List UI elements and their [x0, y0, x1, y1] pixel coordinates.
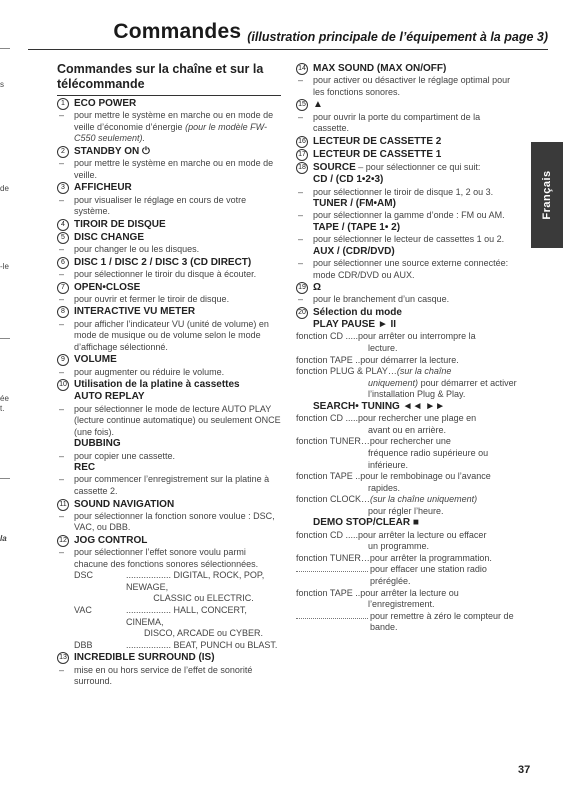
item-label: OPEN•CLOSE: [74, 281, 141, 293]
item-number: 9: [57, 354, 69, 366]
item-label: Sélection du mode: [313, 306, 402, 318]
item-label: JOG CONTROL: [74, 534, 148, 546]
function-row: uniquement) pour démarrer et activer l’installation Plug & Play.: [368, 377, 517, 400]
function-row: fonction TAPE .. pour arrêter la lecture ou: [296, 587, 459, 598]
item-label: AFFICHEUR: [74, 182, 132, 194]
item-number: 1: [57, 98, 69, 110]
item-description: – pour mettre le système en marche ou en mode de veille d’économie d’énergie (pour le modèle FW-C550 seulement).: [59, 110, 274, 144]
item-label: MAX SOUND (MAX ON/OFF): [313, 63, 447, 74]
item-number: 4: [57, 219, 69, 231]
control-item-7: [57, 282, 281, 294]
item-description: – pour changer le ou les disques.: [59, 244, 200, 255]
left-column: [57, 62, 281, 688]
item-description: – pour visualiser le réglage en cours de votre système.: [59, 194, 247, 217]
item-description: – pour sélectionner la gamme d’onde : FM ou AM.: [298, 210, 505, 221]
item-description: – pour activer ou désactiver le réglage optimal pour les fonctions sonores.: [298, 75, 511, 97]
control-item-2: [57, 146, 281, 158]
item-description: – pour sélectionner le tiroir du disque à écouter.: [59, 268, 257, 279]
function-row: fonction TUNER… pour arrêter la programmation.: [296, 552, 492, 563]
function-row: fréquence radio supérieure ou inférieure.: [368, 447, 489, 470]
item-description: – pour sélectionner une source externe connectée: mode CDR/DVD ou AUX.: [298, 257, 509, 280]
sub-label: TUNER / (FM•AM): [313, 198, 396, 210]
control-item-14: [296, 63, 518, 75]
play-pause-label: PLAY PAUSE ► II: [313, 319, 397, 331]
function-row: fonction CD ..... pour arrêter la lecture ou effacer: [296, 529, 487, 540]
item-number: 10: [57, 379, 69, 391]
sub-label: CD / (CD 1•2•3): [313, 174, 384, 186]
function-row: fonction PLUG & PLAY… (sur la chaîne: [296, 366, 452, 377]
control-item-4: [57, 219, 281, 231]
control-item-13: [57, 652, 281, 664]
item-number: 18: [296, 162, 308, 174]
control-item-10: [57, 379, 281, 391]
function-row: pour effacer une station radio préréglée.: [296, 564, 518, 587]
item-label: LECTEUR DE CASSETTE 1: [313, 148, 442, 160]
item-description: – pour sélectionner le lecteur de cassettes 1 ou 2.: [298, 234, 505, 245]
item-label: ECO POWER: [74, 98, 137, 109]
item-description: – pour ouvrir et fermer le tiroir de disque.: [59, 293, 230, 304]
control-item-3: [57, 182, 281, 194]
function-row: fonction TUNER… pour rechercher une: [296, 436, 451, 447]
bleed-rule: [0, 478, 10, 479]
function-row: pour régler l’heure.: [368, 505, 444, 516]
control-item-17: [296, 149, 518, 161]
control-item-16: [296, 136, 518, 148]
function-row: lecture.: [368, 342, 398, 353]
sub-label: AUTO REPLAY: [74, 391, 145, 403]
item-number: 3: [57, 182, 69, 194]
headphones-icon: Ω: [313, 282, 322, 294]
sub-label: DUBBING: [74, 438, 121, 450]
item-description: – mise en ou hors service de l’effet de sonorité surround.: [59, 664, 253, 687]
control-item-8: [57, 306, 281, 318]
item-number: 7: [57, 282, 69, 294]
item-number: 13: [57, 652, 69, 664]
item-label: INCREDIBLE SURROUND (IS): [74, 652, 215, 664]
bleed-text: s: [0, 80, 4, 89]
sound-mode-table: [57, 570, 281, 651]
item-number: 17: [296, 149, 308, 161]
item-description: – pour afficher l’indicateur VU (unité de volume) en mode de musique ou de volume selon le mode d’affichage sélectionné.: [59, 318, 269, 352]
item-description: – pour sélectionner la fonction sonore voulue : DSC, VAC, ou DBB.: [59, 510, 275, 533]
control-item-19: [296, 282, 518, 294]
control-item-12: [57, 535, 281, 547]
page-number: 37: [518, 764, 531, 776]
item-number: 15: [296, 99, 308, 111]
item-label: TIROIR DE DISQUE: [74, 218, 166, 230]
function-row: fonction CD ..... pour arrêter ou interrompre la: [296, 331, 476, 342]
language-tab: [531, 142, 563, 248]
item-number: 6: [57, 257, 69, 269]
item-label: VOLUME: [74, 354, 117, 366]
item-label: LECTEUR DE CASSETTE 2: [313, 135, 442, 147]
page-header: [28, 18, 548, 50]
control-item-11: [57, 499, 281, 511]
right-column: [296, 62, 518, 634]
language-label: Français: [541, 170, 553, 220]
item-label: INTERACTIVE VU METER: [74, 306, 196, 318]
function-row: rapides.: [368, 482, 401, 493]
function-row: un programme.: [368, 541, 430, 552]
item-description: – pour augmenter ou réduire le volume.: [59, 366, 225, 377]
item-description: – pour sélectionner le tiroir de disque 1, 2 ou 3.: [298, 186, 494, 197]
item-description: – pour sélectionner l’effet sonore voulu parmi chacune des fonctions sonores sélectionnées.: [59, 547, 259, 569]
function-row: pour remettre à zéro le compteur de bande.: [296, 611, 518, 634]
control-item-20: [296, 307, 518, 319]
bleed-text: ée: [0, 394, 9, 403]
bleed-text: -le: [0, 262, 9, 271]
item-label: SOUND NAVIGATION: [74, 498, 175, 510]
item-number: 2: [57, 146, 69, 158]
control-item-1: [57, 98, 281, 110]
bleed-text: la: [0, 534, 7, 543]
control-item-5: [57, 232, 281, 244]
control-item-6: [57, 257, 281, 269]
search-tuning-label: SEARCH• TUNING ◄◄ ►►: [313, 400, 445, 412]
item-description: – pour copier une cassette.: [59, 450, 176, 461]
control-item-9: [57, 354, 281, 366]
item-description: – pour ouvrir la porte du compartiment de la cassette.: [298, 111, 481, 134]
item-label: DISC 1 / DISC 2 / DISC 3 (CD DIRECT): [74, 256, 252, 268]
item-description: – pour mettre le système en marche ou en mode de veille.: [59, 158, 274, 180]
page-subtitle: (illustration principale de l’équipement à la page 3): [247, 30, 548, 44]
function-row: fonction CLOCK… (sur la chaîne uniquement): [296, 494, 478, 505]
item-description: – pour sélectionner le mode de lecture AUTO PLAY (lecture continue automatique) ou seulement ONCE (une fois).: [59, 403, 281, 437]
mode-row: DISCO, ARCADE ou CYBER.: [143, 628, 264, 639]
item-number: 19: [296, 282, 308, 294]
item-label: STANDBY ON ⏻: [74, 145, 150, 157]
function-row: fonction TAPE .. pour démarrer la lecture.: [296, 354, 459, 365]
bleed-text: t.: [0, 404, 5, 413]
item-number: 16: [296, 136, 308, 148]
item-label: Utilisation de la platine à cassettes: [74, 379, 240, 391]
bleed-text: de: [0, 184, 9, 193]
item-number: 12: [57, 535, 69, 547]
page-title: Commandes: [113, 20, 242, 43]
eject-icon: ▲: [313, 99, 323, 111]
item-number: 5: [57, 232, 69, 244]
sub-label: AUX / (CDR/DVD): [313, 245, 395, 257]
control-item-18: 18 SOURCE – pour sélectionner ce qui suit:: [296, 162, 518, 174]
mode-row: DBB .................. BEAT, PUNCH ou BLAST.: [74, 639, 278, 650]
mode-row: CLASSIC ou ELECTRIC.: [153, 593, 254, 604]
function-row: avant ou en arrière.: [368, 424, 447, 435]
item-number: 11: [57, 499, 69, 511]
item-number: 8: [57, 306, 69, 318]
bleed-rule: [0, 48, 10, 49]
item-number: 14: [296, 63, 308, 75]
sub-label: TAPE / (TAPE 1• 2): [313, 221, 401, 233]
item-description: – pour commencer l’enregistrement sur la platine à cassette 2.: [59, 474, 270, 496]
mode-row: DSC .................. DIGITAL, ROCK, POP, NEWAGE,: [74, 570, 265, 592]
item-number: 20: [296, 307, 308, 319]
demo-stop-label: DEMO STOP/CLEAR ■: [313, 517, 419, 529]
item-label: DISC CHANGE: [74, 231, 145, 243]
item-label: SOURCE: [313, 162, 356, 174]
control-item-15: [296, 99, 518, 111]
mode-row: VAC .................. HALL, CONCERT, CINEMA,: [74, 605, 247, 627]
sub-label: REC: [74, 462, 96, 474]
section-title: Commandes sur la chaîne et sur la télécommande: [57, 62, 281, 96]
function-row: l’enregistrement.: [368, 599, 435, 610]
bleed-rule: [0, 338, 10, 339]
function-row: fonction CD ..... pour rechercher une plage en: [296, 413, 477, 424]
item-description: – pour le branchement d’un casque.: [298, 294, 450, 305]
function-row: fonction TAPE .. pour le rembobinage ou l’avance: [296, 471, 491, 482]
